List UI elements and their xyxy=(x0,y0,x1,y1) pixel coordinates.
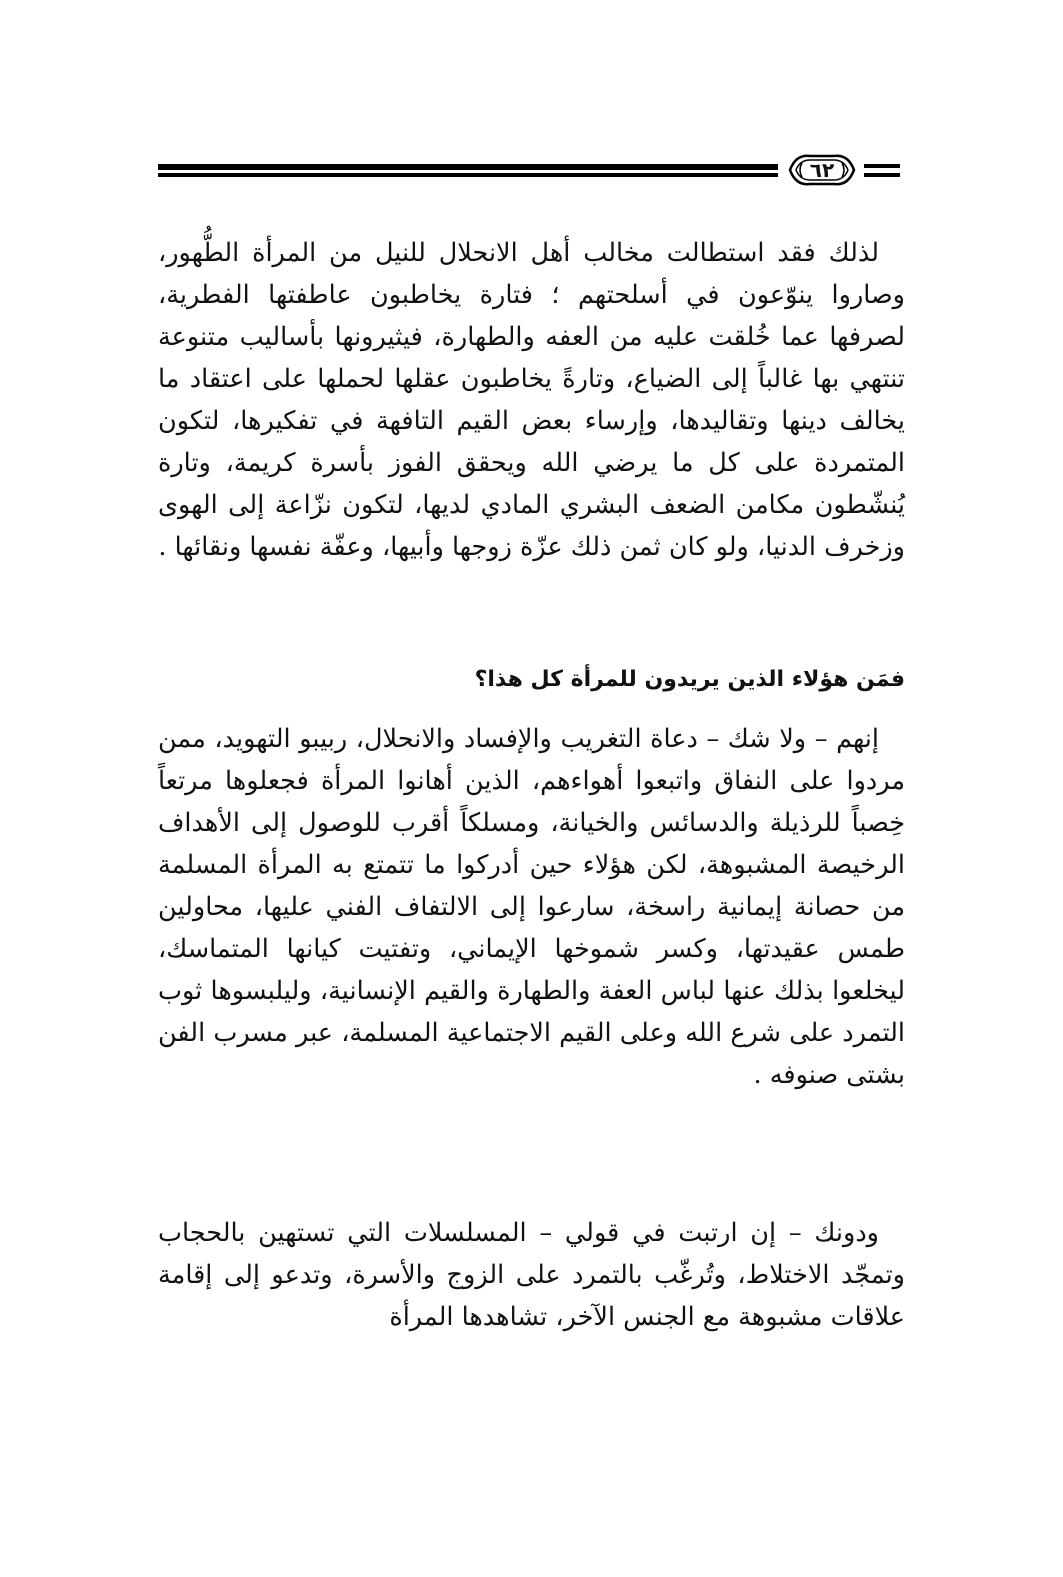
paragraph-1 xyxy=(158,232,905,568)
paragraph-text: لذلك فقد استطالت مخالب أهل الانحلال للنيل من المرأة الطُّهور، وصاروا ينوّعون في أسلحتهم ؛ فتارة يخاطبون عاطفتها الفطرية، لصرفها عما خُلقت عليه من العفه والطهارة، فيثيرونها بأساليب متنوعة تنتهي بها غالباً إلى الضياع، وتارةً يخاطبون عقلها لحملها على اعتقاد ما يخالف دينها وتقاليدها، وإرساء بعض القيم التافهة في تفكيرها، لتكون المتمردة على كل ما يرضي الله ويحقق الفوز بأسرة كريمة، وتارة يُنشّطون مكامن الضعف البشري المادي لديها، لتكون نزّاعة إلى الهوى وزخرف الدنيا، ولو كان ثمن ذلك عزّة زوجها وأبيها، وعفّة نفسها ونقائها . xyxy=(158,238,905,562)
paragraph-2 xyxy=(158,718,905,1096)
page-number-badge xyxy=(782,150,862,190)
paragraph-text: ودونك – إن ارتبت في قولي – المسلسلات التي تستهين بالحجاب وتمجّد الاختلاط، وتُرغّب بالتمرد على الزوج والأسرة، وتدعو إلى إقامة علاقات مشبوهة مع الجنس الآخر، تشاهدها المرأة xyxy=(158,1218,905,1332)
header-rule-inner xyxy=(158,168,778,170)
header-rule-left xyxy=(158,164,778,177)
page-number: ٦٢ xyxy=(809,158,835,182)
paragraph-3 xyxy=(158,1212,905,1338)
header-rule-right xyxy=(864,164,900,177)
page-header xyxy=(158,150,905,190)
section-heading: فمَن هؤلاء الذين يريدون للمرأة كل هذا؟ xyxy=(474,667,905,692)
paragraph-text: إنهم – ولا شك – دعاة التغريب والإفساد والانحلال، ربيبو التهويد، ممن مردوا على النفاق واتبعوا أهواءهم، الذين أهانوا المرأة فجعلوها مرتعاً خِصباً للرذيلة والدسائس والخيانة، ومسلكاً أقرب للوصول إلى الأهداف الرخيصة المشبوهة، لكن هؤلاء حين أدركوا ما تتمتع به المرأة المسلمة من حصانة إيمانية راسخة، سارعوا إلى الالتفاف الفني عليها، محاولين طمس عقيدتها، وكسر شموخها الإيماني، وتفتيت كيانها المتماسك، ليخلعوا بذلك عنها لباس العفة والطهارة والقيم الإنسانية، وليلبسوها ثوب التمرد على شرع الله وعلى القيم الاجتماعية المسلمة، عبر مسرب الفن بشتى صنوفه . xyxy=(158,724,905,1090)
